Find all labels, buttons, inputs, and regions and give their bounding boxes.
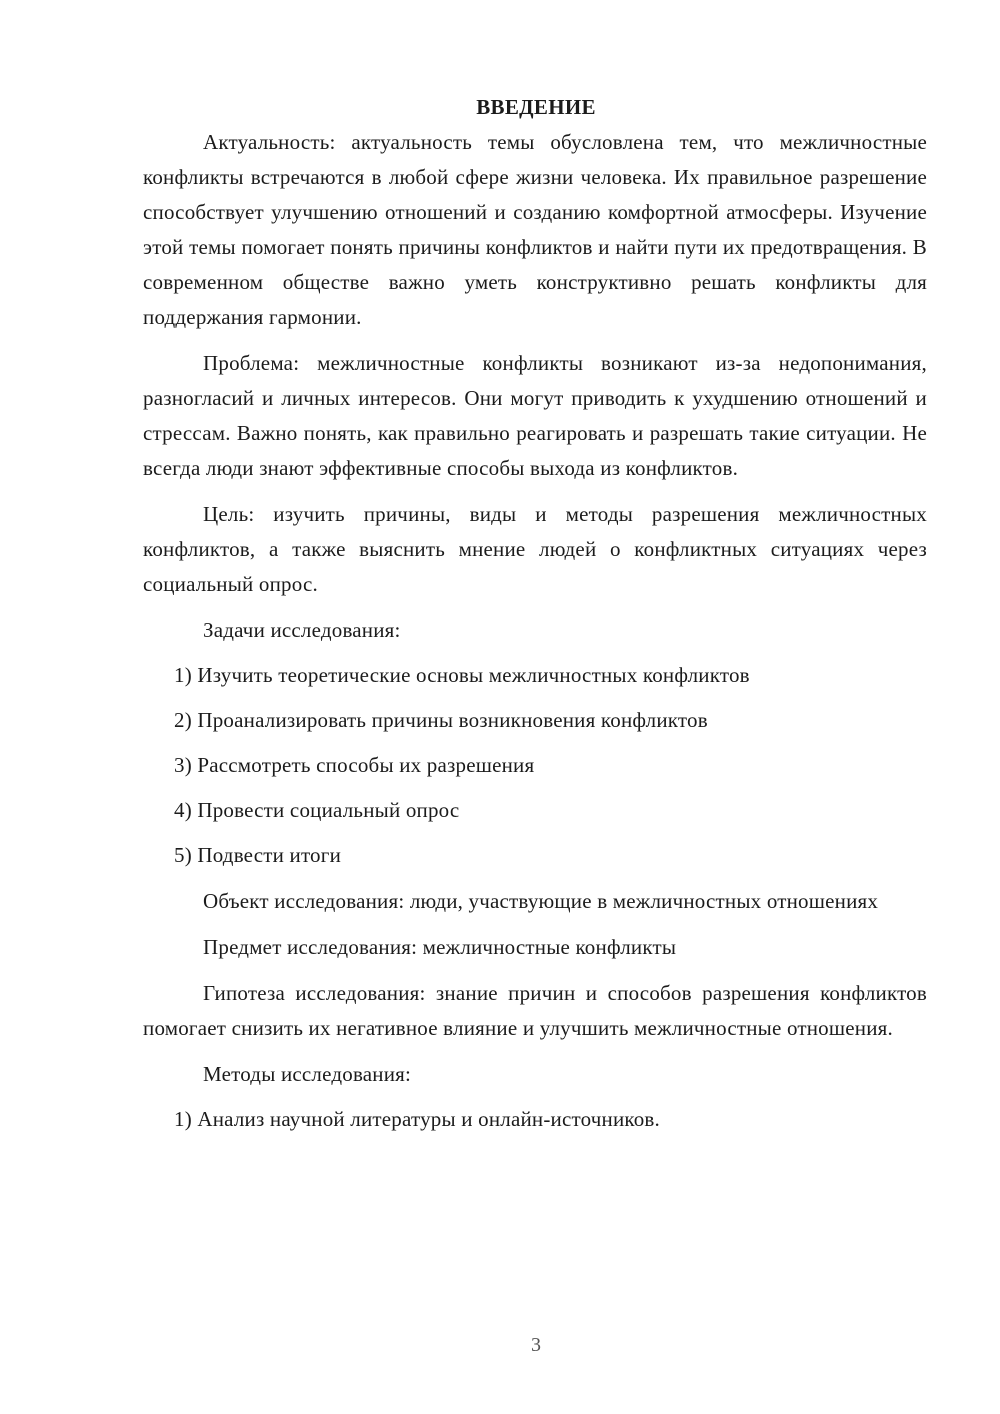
task-item: 1) Изучить теоретические основы межличностных конфликтов: [174, 663, 750, 687]
task-item: 4) Провести социальный опрос: [174, 798, 460, 822]
methods-label: Методы исследования:: [203, 1062, 412, 1086]
tasks-label: Задачи исследования:: [203, 618, 401, 642]
goal-paragraph: Цель: изучить причины, виды и методы разрешения межличностных конфликтов, а также выяснить мнение людей о конфликтных ситуациях через социальный опрос.: [143, 502, 927, 596]
methods-list: [143, 1102, 927, 1137]
page-number: 3: [531, 1334, 541, 1356]
task-item: 3) Рассмотреть способы их разрешения: [174, 753, 535, 777]
page-content: [143, 90, 927, 1137]
task-item: 5) Подвести итоги: [174, 843, 342, 867]
method-item: 1) Анализ научной литературы и онлайн-источников.: [174, 1107, 661, 1131]
relevance-paragraph: Актуальность: актуальность темы обусловлена тем, что межличностные конфликты встречаются в любой сфере жизни человека. Их правильное разрешение способствует улучшению отношений и созданию комфортной атмосферы. Изучение этой темы помогает понять причины конфликтов и найти пути их предотвращения. В современном обществе важно уметь конструктивно решать конфликты для поддержания гармонии.: [143, 130, 927, 329]
page-title: ВВЕДЕНИЕ: [476, 95, 596, 119]
task-item: 2) Проанализировать причины возникновения конфликтов: [174, 708, 708, 732]
hypothesis-paragraph: Гипотеза исследования: знание причин и способов разрешения конфликтов помогает снизить их негативное влияние и улучшить межличностные отношения.: [143, 981, 927, 1040]
tasks-list: [143, 658, 927, 873]
problem-paragraph: Проблема: межличностные конфликты возникают из-за недопонимания, разногласий и личных интересов. Они могут приводить к ухудшению отношений и стрессам. Важно понять, как правильно реагировать и разрешать такие ситуации. Не всегда люди знают эффективные способы выхода из конфликтов.: [143, 351, 927, 480]
subject-paragraph: Предмет исследования: межличностные конфликты: [203, 935, 677, 959]
object-paragraph: Объект исследования: люди, участвующие в межличностных отношениях: [203, 889, 879, 913]
